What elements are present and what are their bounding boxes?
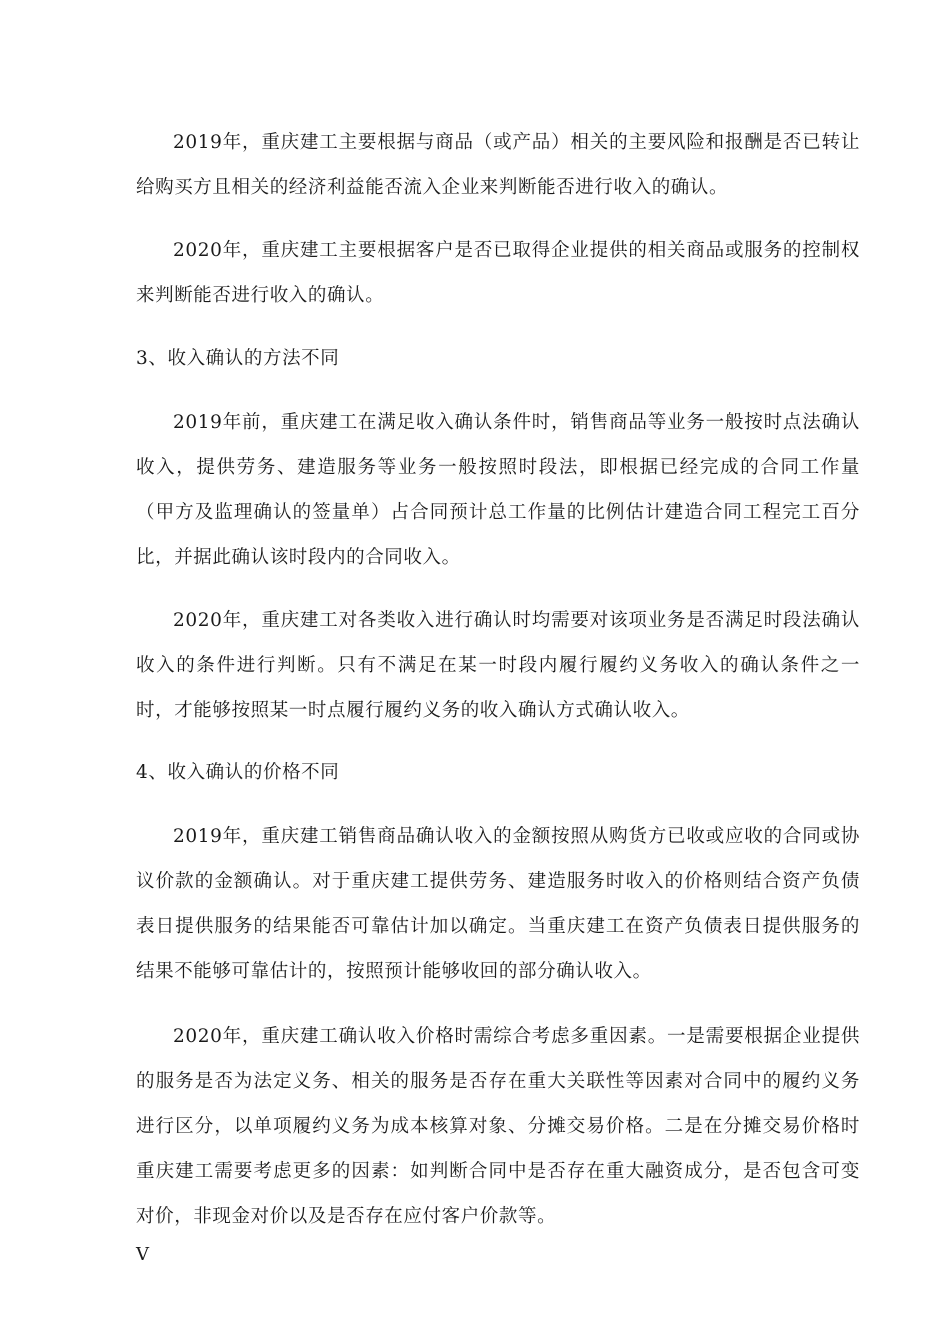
page-number: V — [136, 1244, 149, 1265]
paragraph-2019-method: 2019年前，重庆建工在满足收入确认条件时，销售商品等业务一般按时点法确认收入，提供劳务、建造服务等业务一般按照时段法，即根据已经完成的合同工作量（甲方及监理确认的签量单）占合同预计总工作量的比例估计建造合同工程完工百分比，并据此确认该时段内的合同收入。 — [136, 412, 860, 568]
section-heading-price: 4、收入确认的价格不同 — [136, 762, 340, 783]
paragraph-2020-control: 2020年，重庆建工主要根据客户是否已取得企业提供的相关商品或服务的控制权来判断能否进行收入的确认。 — [136, 240, 860, 306]
paragraph-2019-risk-reward: 2019年，重庆建工主要根据与商品（或产品）相关的主要风险和报酬是否已转让给购买方且相关的经济利益能否流入企业来判断能否进行收入的确认。 — [136, 132, 860, 198]
paragraph-2020-method: 2020年，重庆建工对各类收入进行确认时均需要对该项业务是否满足时段法确认收入的条件进行判断。只有不满足在某一时段内履行履约义务收入的确认条件之一时，才能够按照某一时点履行履约义务的收入确认方式确认收入。 — [136, 610, 860, 721]
paragraph-2019-price: 2019年，重庆建工销售商品确认收入的金额按照从购货方已收或应收的合同或协议价款的金额确认。对于重庆建工提供劳务、建造服务时收入的价格则结合资产负债表日提供服务的结果能否可靠估计加以确定。当重庆建工在资产负债表日提供服务的结果不能够可靠估计的，按照预计能够收回的部分确认收入。 — [136, 826, 860, 982]
section-heading-method: 3、收入确认的方法不同 — [136, 348, 340, 369]
paragraph-2020-price: 2020年，重庆建工确认收入价格时需综合考虑多重因素。一是需要根据企业提供的服务是否为法定义务、相关的服务是否存在重大关联性等因素对合同中的履约义务进行区分，以单项履约义务为成本核算对象、分摊交易价格。二是在分摊交易价格时重庆建工需要考虑更多的因素：如判断合同中是否存在重大融资成分，是否包含可变对价，非现金对价以及是否存在应付客户价款等。 — [136, 1026, 860, 1227]
